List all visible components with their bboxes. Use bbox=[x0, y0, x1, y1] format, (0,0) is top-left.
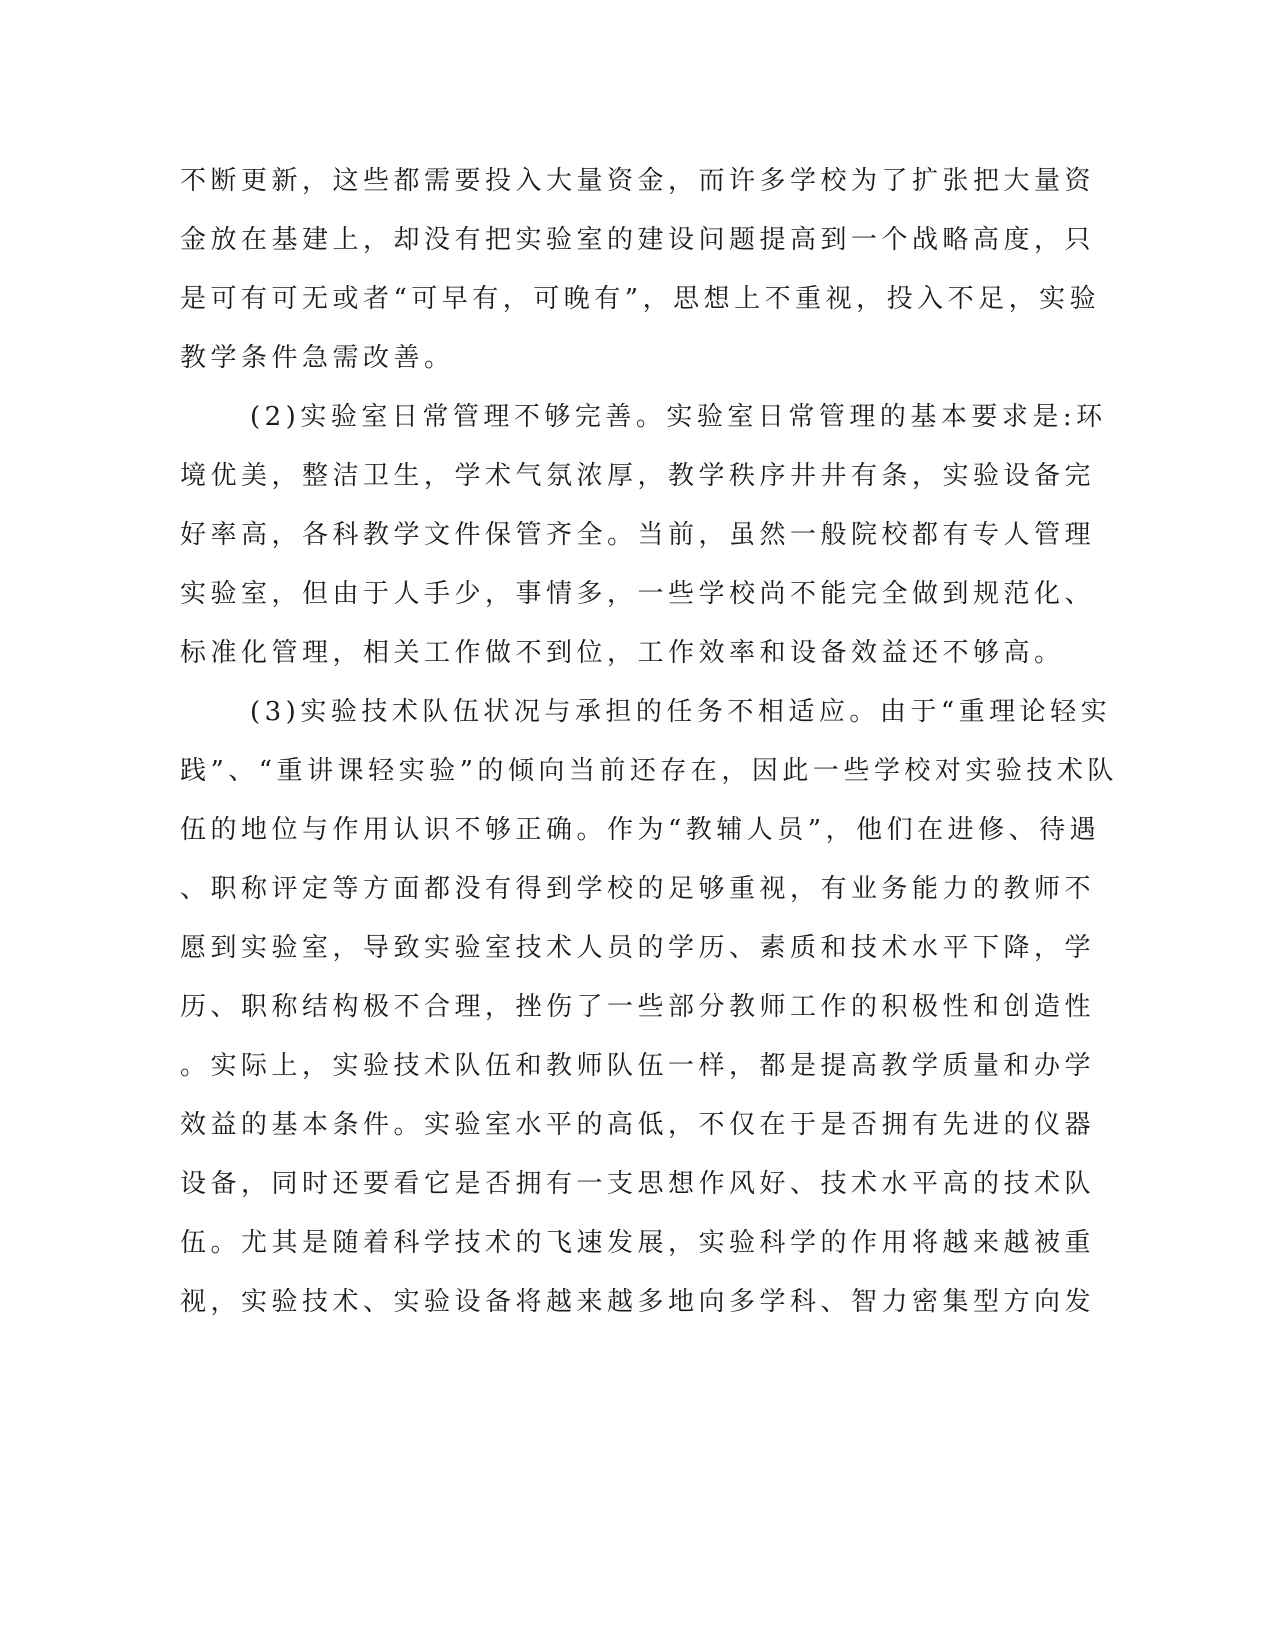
text-line-13: 、职称评定等方面都没有得到学校的足够重视，有业务能力的教师不 bbox=[180, 874, 1096, 904]
text-line-15: 历、职称结构极不合理，挫伤了一些部分教师工作的积极性和创造性 bbox=[180, 992, 1096, 1022]
paragraph-2-first-line: (2)实验室日常管理不够完善。实验室日常管理的基本要求是:环 bbox=[250, 402, 1107, 432]
text-line-7: 好率高，各科教学文件保管齐全。当前，虽然一般院校都有专人管理 bbox=[180, 520, 1096, 550]
text-line-18: 设备，同时还要看它是否拥有一支思想作风好、技术水平高的技术队 bbox=[180, 1169, 1096, 1199]
paragraph-3-first-line: (3)实验技术队伍状况与承担的任务不相适应。由于“重理论轻实 bbox=[250, 697, 1112, 727]
text-line-8: 实验室，但由于人手少，事情多，一些学校尚不能完全做到规范化、 bbox=[180, 579, 1096, 609]
text-line-14: 愿到实验室，导致实验室技术人员的学历、素质和技术水平下降，学 bbox=[180, 933, 1096, 963]
text-line-4: 教学条件急需改善。 bbox=[180, 343, 455, 373]
body-text-block bbox=[180, 152, 1118, 1332]
text-line-1: 不断更新，这些都需要投入大量资金，而许多学校为了扩张把大量资 bbox=[180, 166, 1096, 196]
text-line-16: 。实际上，实验技术队伍和教师队伍一样，都是提高教学质量和办学 bbox=[180, 1051, 1096, 1081]
text-line-20: 视，实验技术、实验设备将越来越多地向多学科、智力密集型方向发 bbox=[180, 1287, 1096, 1317]
text-line-11: 践”、“重讲课轻实验”的倾向当前还存在，因此一些学校对实验技术队 bbox=[180, 756, 1118, 786]
text-line-6: 境优美，整洁卫生，学术气氛浓厚，教学秩序井井有条，实验设备完 bbox=[180, 461, 1096, 491]
text-line-3: 是可有可无或者“可早有，可晚有”，思想上不重视，投入不足，实验 bbox=[180, 284, 1101, 314]
text-line-2: 金放在基建上，却没有把实验室的建设问题提高到一个战略高度，只 bbox=[180, 225, 1096, 255]
text-line-19: 伍。尤其是随着科学技术的飞速发展，实验科学的作用将越来越被重 bbox=[180, 1228, 1096, 1258]
text-line-9: 标准化管理，相关工作做不到位，工作效率和设备效益还不够高。 bbox=[180, 638, 1065, 668]
text-line-12: 伍的地位与作用认识不够正确。作为“教辅人员”，他们在进修、待遇 bbox=[180, 815, 1101, 845]
text-line-17: 效益的基本条件。实验室水平的高低，不仅在于是否拥有先进的仪器 bbox=[180, 1110, 1096, 1140]
